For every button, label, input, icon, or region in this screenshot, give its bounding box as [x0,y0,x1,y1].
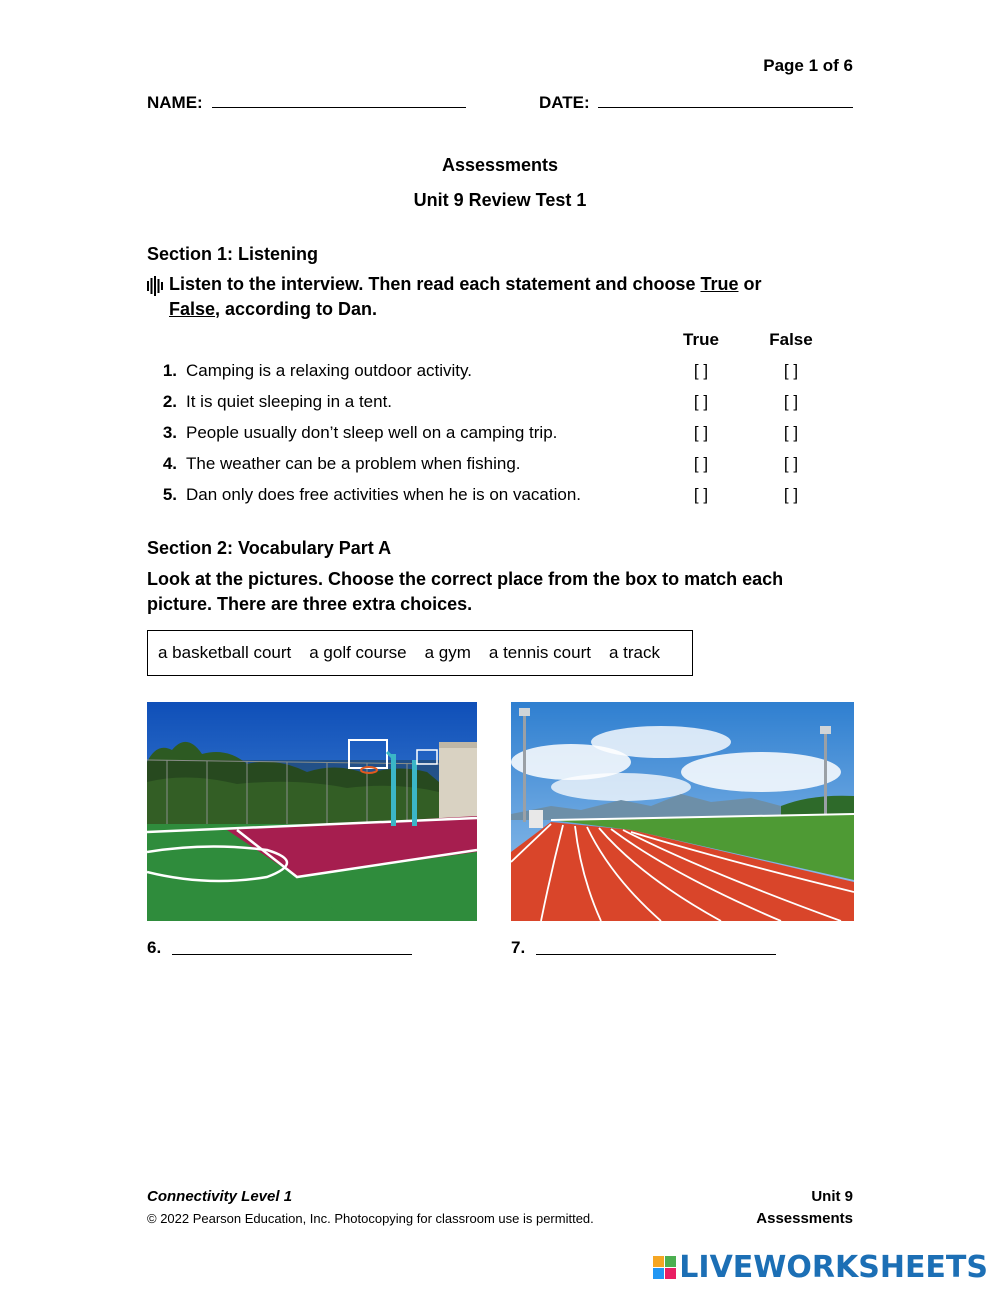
false-checkbox[interactable]: [ ] [783,485,799,504]
word-box [147,630,693,676]
question-text: Dan only does free activities when he is on vacation. [186,485,582,504]
section1-heading: Section 1: Listening [147,244,319,264]
answer-number: 7. [511,938,526,957]
page-title: Assessments [441,155,559,175]
question-row [147,485,857,509]
question-row [147,392,857,416]
footer-course: Connectivity Level 1 [147,1188,293,1205]
true-checkbox[interactable]: [ ] [693,454,709,473]
footer-copyright: © 2022 Pearson Education, Inc. Photocopying for classroom use is permitted. [147,1211,594,1226]
footer-unit: Unit 9 [811,1188,853,1205]
answer-number: 6. [147,938,162,957]
question-row [147,454,857,478]
question-number: 5. [162,485,177,504]
answer-field[interactable] [536,954,776,955]
false-checkbox[interactable]: [ ] [783,361,799,380]
column-true: True [683,330,719,349]
true-checkbox[interactable]: [ ] [693,361,709,380]
choice-gym: a gym [424,643,471,662]
question-text: The weather can be a problem when fishing. [186,454,521,473]
question-number: 3. [162,423,177,442]
question-number: 4. [162,454,177,473]
date-label: DATE: [539,93,590,112]
false-word: False [169,299,216,319]
answer-field[interactable] [172,954,412,955]
basketball-court-photo [147,702,477,921]
footer-assessments: Assessments [756,1210,853,1227]
false-checkbox[interactable]: [ ] [783,423,799,442]
true-checkbox[interactable]: [ ] [693,423,709,442]
true-checkbox[interactable]: [ ] [693,392,709,411]
column-false: False [769,330,813,349]
question-number: 2. [162,392,177,411]
true-checkbox[interactable]: [ ] [693,485,709,504]
section2-instruction: Look at the pictures. Choose the correct place from the box to match each picture. There are three extra choices. [147,569,784,614]
name-label: NAME: [147,93,203,112]
section1-instruction: Listen to the interview. Then read each statement and choose True or False, according to Dan. [169,274,762,319]
question-text: People usually don’t sleep well on a camping trip. [186,423,558,442]
question-row [147,361,857,385]
choice-track: a track [608,643,660,662]
liveworksheets-blocks-icon [653,1256,676,1279]
audio-icon[interactable] [147,276,165,301]
page-number: Page 1 of 6 [763,56,853,75]
false-checkbox[interactable]: [ ] [783,392,799,411]
track-photo [511,702,854,921]
section2-heading: Section 2: Vocabulary Part A [147,538,392,558]
page-subtitle: Unit 9 Review Test 1 [413,190,587,210]
choice-tennis-court: a tennis court [488,643,591,662]
question-text: Camping is a relaxing outdoor activity. [186,361,472,380]
liveworksheets-logo [653,1250,988,1285]
false-checkbox[interactable]: [ ] [783,454,799,473]
choice-golf-course: a golf course [309,643,407,662]
question-number: 1. [162,361,177,380]
true-word: True [700,274,739,294]
choice-basketball-court: a basketball court [158,643,292,662]
date-field[interactable] [598,107,853,108]
name-field[interactable] [212,107,466,108]
question-text: It is quiet sleeping in a tent. [186,392,393,411]
liveworksheets-wordmark: LIVEWORKSHEETS [679,1250,988,1285]
question-row [147,423,857,447]
